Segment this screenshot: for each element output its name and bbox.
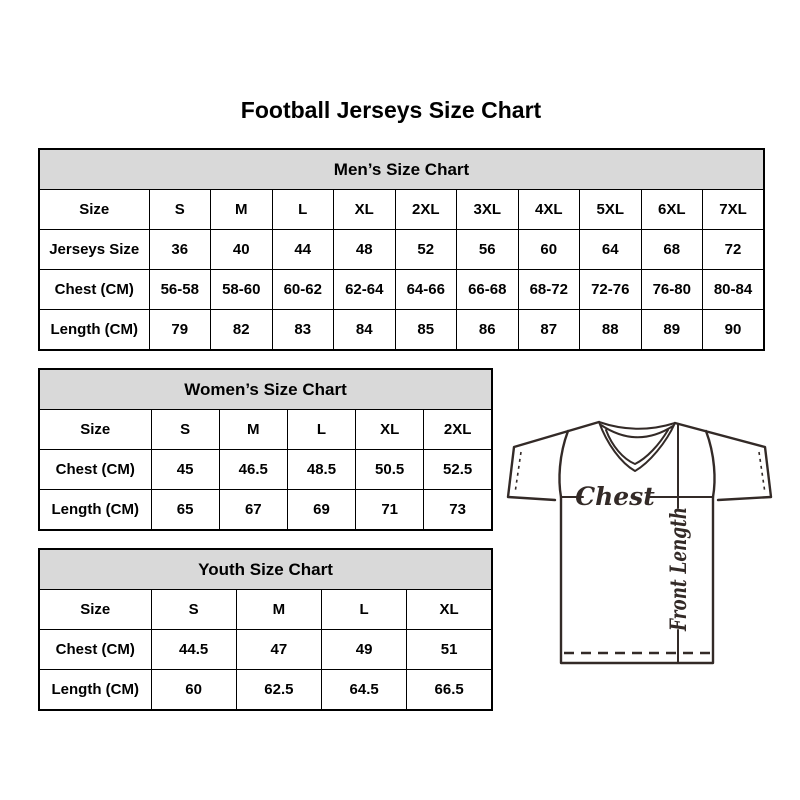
row-label-cell: Length (CM) [39, 310, 149, 351]
value-cell: 65 [151, 490, 219, 531]
value-cell: 62-64 [334, 270, 396, 310]
value-cell: 36 [149, 230, 211, 270]
value-cell: 60-62 [272, 270, 334, 310]
table-title-row [39, 549, 492, 590]
table-row [39, 230, 764, 270]
value-cell: 86 [457, 310, 519, 351]
value-cell: M [211, 190, 273, 230]
row-label-cell: Size [39, 190, 149, 230]
value-cell: 87 [518, 310, 580, 351]
value-cell: L [287, 410, 355, 450]
mens-size-table [38, 148, 765, 351]
row-label-cell: Length (CM) [39, 490, 151, 531]
value-cell: S [151, 590, 236, 630]
value-cell: M [236, 590, 321, 630]
value-cell: 56-58 [149, 270, 211, 310]
value-cell: 73 [424, 490, 492, 531]
value-cell: 72 [703, 230, 765, 270]
youth-size-table [38, 548, 493, 711]
collar-inner-v [606, 430, 668, 464]
value-cell: 2XL [424, 410, 492, 450]
value-cell: 47 [236, 630, 321, 670]
value-cell: 71 [356, 490, 424, 531]
value-cell: 67 [219, 490, 287, 531]
row-label-cell: Size [39, 410, 151, 450]
value-cell: 52 [395, 230, 457, 270]
value-cell: 45 [151, 450, 219, 490]
jersey-measurement-diagram [502, 400, 780, 690]
value-cell: 56 [457, 230, 519, 270]
value-cell: 60 [151, 670, 236, 711]
value-cell: 62.5 [236, 670, 321, 711]
jersey-left-seam [559, 431, 568, 497]
value-cell: 66.5 [407, 670, 492, 711]
jersey-right-seam [706, 431, 715, 497]
value-cell: 68-72 [518, 270, 580, 310]
value-cell: 3XL [457, 190, 519, 230]
value-cell: 76-80 [641, 270, 703, 310]
jersey-right-sleeve-outline [675, 423, 771, 500]
table-title-row [39, 149, 764, 190]
row-label-cell: Jerseys Size [39, 230, 149, 270]
left-sleeve-stitch-line [515, 452, 521, 493]
value-cell: 68 [641, 230, 703, 270]
value-cell: 52.5 [424, 450, 492, 490]
value-cell: 64 [580, 230, 642, 270]
value-cell: 69 [287, 490, 355, 531]
value-cell: 64.5 [322, 670, 407, 711]
value-cell: 79 [149, 310, 211, 351]
table-row [39, 310, 764, 351]
value-cell: L [272, 190, 334, 230]
table-row [39, 490, 492, 531]
value-cell: 72-76 [580, 270, 642, 310]
value-cell: 84 [334, 310, 396, 351]
value-cell: M [219, 410, 287, 450]
table-title-row [39, 369, 492, 410]
value-cell: 48 [334, 230, 396, 270]
value-cell: 51 [407, 630, 492, 670]
value-cell: 48.5 [287, 450, 355, 490]
value-cell: 85 [395, 310, 457, 351]
value-cell: XL [356, 410, 424, 450]
value-cell: 80-84 [703, 270, 765, 310]
table-row [39, 670, 492, 711]
table-title: Youth Size Chart [39, 549, 492, 590]
value-cell: 40 [211, 230, 273, 270]
value-cell: 90 [703, 310, 765, 351]
value-cell: 4XL [518, 190, 580, 230]
value-cell: XL [334, 190, 396, 230]
table-row [39, 410, 492, 450]
value-cell: 46.5 [219, 450, 287, 490]
value-cell: 44.5 [151, 630, 236, 670]
value-cell: S [151, 410, 219, 450]
value-cell: 50.5 [356, 450, 424, 490]
value-cell: 89 [641, 310, 703, 351]
value-cell: 66-68 [457, 270, 519, 310]
value-cell: L [322, 590, 407, 630]
value-cell: 88 [580, 310, 642, 351]
front-length-label: Front Length [666, 468, 692, 631]
value-cell: S [149, 190, 211, 230]
right-sleeve-stitch-line [759, 452, 765, 493]
collar-back-top-curve [599, 422, 675, 429]
page-title: Football Jerseys Size Chart [240, 97, 542, 123]
table-row [39, 190, 764, 230]
value-cell: 6XL [641, 190, 703, 230]
value-cell: 44 [272, 230, 334, 270]
chest-label: Chest [575, 482, 655, 511]
womens-size-table [38, 368, 493, 531]
row-label-cell: Chest (CM) [39, 450, 151, 490]
value-cell: 58-60 [211, 270, 273, 310]
value-cell: 7XL [703, 190, 765, 230]
row-label-cell: Chest (CM) [39, 630, 151, 670]
table-row [39, 450, 492, 490]
table-title: Women’s Size Chart [39, 369, 492, 410]
value-cell: 82 [211, 310, 273, 351]
value-cell: 49 [322, 630, 407, 670]
value-cell: 83 [272, 310, 334, 351]
table-row [39, 270, 764, 310]
table-title: Men’s Size Chart [39, 149, 764, 190]
row-label-cell: Chest (CM) [39, 270, 149, 310]
table-row [39, 590, 492, 630]
row-label-cell: Length (CM) [39, 670, 151, 711]
value-cell: 5XL [580, 190, 642, 230]
value-cell: 2XL [395, 190, 457, 230]
value-cell: XL [407, 590, 492, 630]
table-row [39, 630, 492, 670]
row-label-cell: Size [39, 590, 151, 630]
value-cell: 64-66 [395, 270, 457, 310]
value-cell: 60 [518, 230, 580, 270]
